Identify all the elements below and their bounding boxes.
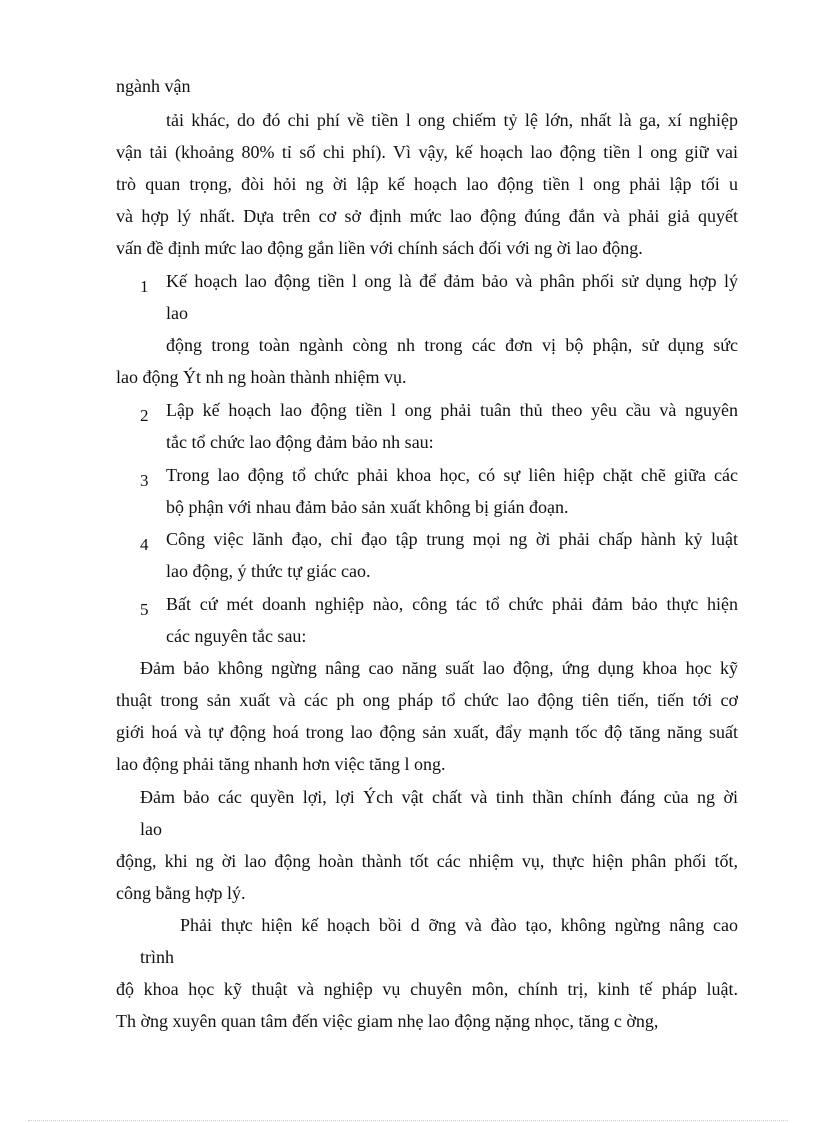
text-line: trò quan trọng, đòi hỏi ng ời lập kế hoạch lao động tiền l ong phải lập tối u: [116, 174, 738, 194]
text-line: Trong lao động tổ chức phải khoa học, có sự liên hiệp chặt chẽ giữa các: [166, 465, 738, 485]
text-line: độ khoa học kỹ thuật và nghiệp vụ chuyên môn, chính trị, kinh tế pháp luật.: [116, 979, 738, 999]
text-line: bộ phận với nhau đảm bảo sản xuất không bị gián đoạn.: [166, 497, 569, 517]
text-line: Đảm bảo không ngừng nâng cao năng suất lao động, ứng dụng khoa học kỹ: [140, 658, 738, 678]
text-line: lao động Ýt nh ng hoàn thành nhiệm vụ.: [116, 367, 407, 387]
list-number: 1: [140, 277, 149, 296]
text-line: động trong toàn ngành còng nh trong các đơn vị bộ phận, sử dụng sức: [166, 335, 738, 355]
text-line: trình: [140, 947, 174, 967]
text-line: Bất cứ mét doanh nghiệp nào, công tác tổ chức phải đảm bảo thực hiện: [166, 594, 738, 614]
text-line: Phải thực hiện kế hoạch bồi d ỡng và đào tạo, không ngừng nâng cao: [180, 915, 738, 935]
list-number: 3: [140, 471, 149, 490]
text-line: vận tải (khoảng 80% tỉ số chi phí). Vì vậy, kế hoạch lao động tiền l ong giữ vai: [116, 142, 738, 162]
text-line: lao: [140, 819, 162, 839]
list-number: 4: [140, 535, 149, 554]
text-line: Lập kế hoạch lao động tiền l ong phải tuân thủ theo yêu cầu và nguyên: [166, 400, 738, 420]
text-line: Kế hoạch lao động tiền l ong là để đảm bảo và phân phối sử dụng hợp lý: [166, 271, 738, 291]
text-line: Th ờng xuyên quan tâm đến việc giam nhẹ lao động nặng nhọc, tăng c ờng,: [116, 1011, 659, 1031]
text-line: tắc tổ chức lao động đảm bảo nh sau:: [166, 432, 434, 452]
text-line: và hợp lý nhất. Dựa trên cơ sở định mức lao động đúng đắn và phải giả quyết: [116, 206, 738, 226]
text-line: các nguyên tắc sau:: [166, 626, 307, 646]
text-line: Đảm bảo các quyền lợi, lợi Ých vật chất và tinh thần chính đáng của ng ời: [140, 787, 738, 807]
text-line: thuật trong sản xuất và các ph ong pháp tổ chức lao động tiên tiến, tiến tới cơ: [116, 690, 738, 710]
list-number: 2: [140, 406, 149, 425]
text-line: tải khác, do đó chi phí về tiền l ong chiếm tỷ lệ lớn, nhất là ga, xí nghiệp: [166, 110, 738, 130]
text-line: lao động, ý thức tự giác cao.: [166, 561, 371, 581]
text-line: ngành vận: [116, 76, 191, 96]
text-line: lao: [166, 303, 188, 323]
text-line: động, khi ng ời lao động hoàn thành tốt các nhiệm vụ, thực hiện phân phối tốt,: [116, 851, 738, 871]
list-number: 5: [140, 600, 149, 619]
page-bottom-rule: [28, 1120, 788, 1121]
text-line: công bằng hợp lý.: [116, 883, 246, 903]
text-line: vấn đề định mức lao động gắn liền với chính sách đối với ng ời lao động.: [116, 238, 643, 258]
text-line: Công việc lãnh đạo, chỉ đạo tập trung mọi ng ời phải chấp hành kỷ luật: [166, 529, 738, 549]
text-line: giới hoá và tự động hoá trong lao động sản xuất, đẩy mạnh tốc độ tăng năng suất: [116, 722, 738, 742]
text-line: lao động phải tăng nhanh hơn việc tăng l ong.: [116, 754, 446, 774]
